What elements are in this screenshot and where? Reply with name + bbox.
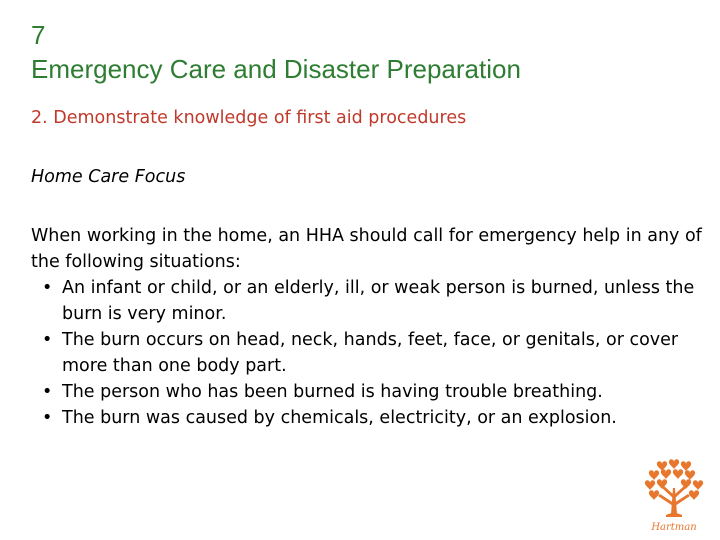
logo-wordmark: Hartman	[651, 522, 697, 533]
bullet-icon: •	[42, 382, 53, 402]
hartman-logo-icon	[640, 458, 708, 534]
bullet-icon: •	[42, 408, 53, 428]
intro-text: When working in the home, an HHA should call for emergency help in any of the following situations:	[31, 226, 702, 272]
chapter-title: Emergency Care and Disaster Preparation	[31, 54, 521, 84]
list-item	[31, 275, 711, 327]
list-item	[31, 327, 711, 379]
slide-title	[31, 18, 521, 86]
list-item-text: The burn occurs on head, neck, hands, feet, face, or genitals, or cover more than one body part.	[62, 330, 679, 376]
bullet-icon: •	[42, 330, 53, 350]
list-item-text: The person who has been burned is having trouble breathing.	[62, 382, 603, 402]
list-item	[31, 405, 711, 431]
list-item-text: The burn was caused by chemicals, electricity, or an explosion.	[62, 408, 617, 428]
list-item-text: An infant or child, or an elderly, ill, or weak person is burned, unless the burn is very minor.	[62, 278, 695, 324]
bullet-icon: •	[42, 278, 53, 298]
learning-objective: 2. Demonstrate knowledge of first aid procedures	[31, 108, 467, 128]
chapter-number: 7	[31, 20, 46, 50]
focus-heading: Home Care Focus	[31, 167, 186, 187]
slide-body	[31, 223, 711, 431]
bullet-list	[31, 275, 711, 431]
list-item	[31, 379, 711, 405]
